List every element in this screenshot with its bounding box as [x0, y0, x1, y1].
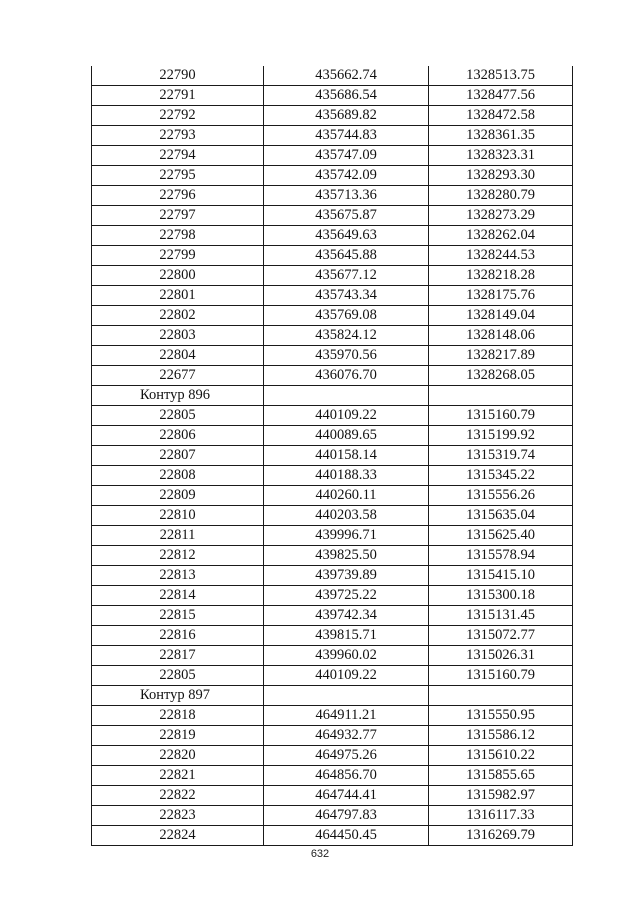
x-coordinate-cell: 435824.12: [264, 326, 429, 346]
contour-label: Контур 896: [92, 386, 264, 406]
point-id-cell: 22793: [92, 126, 264, 146]
x-coordinate-cell: 440188.33: [264, 466, 429, 486]
table-row: [92, 506, 573, 526]
x-coordinate-cell: 439739.89: [264, 566, 429, 586]
x-coordinate-cell: 464856.70: [264, 766, 429, 786]
y-coordinate-cell: 1328268.05: [429, 366, 573, 386]
x-coordinate-cell: 436076.70: [264, 366, 429, 386]
point-id-cell: 22797: [92, 206, 264, 226]
x-coordinate-cell: 464797.83: [264, 806, 429, 826]
y-coordinate-cell: 1328280.79: [429, 186, 573, 206]
y-coordinate-cell: 1328472.58: [429, 106, 573, 126]
point-id-cell: 22809: [92, 486, 264, 506]
x-coordinate-cell: 435686.54: [264, 86, 429, 106]
y-coordinate-cell: 1328244.53: [429, 246, 573, 266]
y-coordinate-cell: 1316117.33: [429, 806, 573, 826]
y-coordinate-cell: 1316269.79: [429, 826, 573, 846]
y-coordinate-cell: 1315586.12: [429, 726, 573, 746]
x-coordinate-cell: 439996.71: [264, 526, 429, 546]
point-id-cell: 22791: [92, 86, 264, 106]
y-coordinate-cell: 1328175.76: [429, 286, 573, 306]
x-coordinate-cell: 440260.11: [264, 486, 429, 506]
x-coordinate-cell: 435649.63: [264, 226, 429, 246]
table-row: [92, 706, 573, 726]
table-row: [92, 206, 573, 226]
table-row: [92, 786, 573, 806]
y-coordinate-cell: 1315855.65: [429, 766, 573, 786]
page-number: 632: [310, 848, 330, 860]
empty-cell: [429, 386, 573, 406]
table-row: [92, 746, 573, 766]
y-coordinate-cell: 1315072.77: [429, 626, 573, 646]
point-id-cell: 22790: [92, 66, 264, 86]
table-row: [92, 606, 573, 626]
x-coordinate-cell: 440109.22: [264, 666, 429, 686]
table-row: [92, 66, 573, 86]
x-coordinate-cell: 435677.12: [264, 266, 429, 286]
contour-label: Контур 897: [92, 686, 264, 706]
point-id-cell: 22796: [92, 186, 264, 206]
point-id-cell: 22814: [92, 586, 264, 606]
point-id-cell: 22824: [92, 826, 264, 846]
y-coordinate-cell: 1328218.28: [429, 266, 573, 286]
table-row: [92, 106, 573, 126]
y-coordinate-cell: 1328323.31: [429, 146, 573, 166]
table-row: [92, 306, 573, 326]
point-id-cell: 22804: [92, 346, 264, 366]
table-row: [92, 646, 573, 666]
table-row: [92, 126, 573, 146]
x-coordinate-cell: 439825.50: [264, 546, 429, 566]
y-coordinate-cell: 1315199.92: [429, 426, 573, 446]
point-id-cell: 22799: [92, 246, 264, 266]
table-row: [92, 426, 573, 446]
x-coordinate-cell: 439725.22: [264, 586, 429, 606]
x-coordinate-cell: 435662.74: [264, 66, 429, 86]
y-coordinate-cell: 1328361.35: [429, 126, 573, 146]
table-row: [92, 166, 573, 186]
x-coordinate-cell: 440089.65: [264, 426, 429, 446]
x-coordinate-cell: 440203.58: [264, 506, 429, 526]
y-coordinate-cell: 1315610.22: [429, 746, 573, 766]
table-row: [92, 86, 573, 106]
x-coordinate-cell: 435747.09: [264, 146, 429, 166]
x-coordinate-cell: 439960.02: [264, 646, 429, 666]
x-coordinate-cell: 435769.08: [264, 306, 429, 326]
y-coordinate-cell: 1315300.18: [429, 586, 573, 606]
table-row: [92, 286, 573, 306]
point-id-cell: 22802: [92, 306, 264, 326]
y-coordinate-cell: 1315415.10: [429, 566, 573, 586]
x-coordinate-cell: 435689.82: [264, 106, 429, 126]
contour-header-row: [92, 686, 573, 706]
table-row: [92, 586, 573, 606]
point-id-cell: 22806: [92, 426, 264, 446]
table-row: [92, 766, 573, 786]
point-id-cell: 22813: [92, 566, 264, 586]
empty-cell: [264, 686, 429, 706]
y-coordinate-cell: 1328477.56: [429, 86, 573, 106]
table-row: [92, 526, 573, 546]
x-coordinate-cell: 435742.09: [264, 166, 429, 186]
y-coordinate-cell: 1328513.75: [429, 66, 573, 86]
coordinates-table-body: [92, 66, 573, 846]
point-id-cell: 22811: [92, 526, 264, 546]
y-coordinate-cell: 1328262.04: [429, 226, 573, 246]
x-coordinate-cell: 435744.83: [264, 126, 429, 146]
point-id-cell: 22822: [92, 786, 264, 806]
coordinates-table: [91, 66, 573, 846]
empty-cell: [264, 386, 429, 406]
point-id-cell: 22792: [92, 106, 264, 126]
table-row: [92, 186, 573, 206]
y-coordinate-cell: 1315160.79: [429, 666, 573, 686]
table-row: [92, 446, 573, 466]
y-coordinate-cell: 1315625.40: [429, 526, 573, 546]
table-row: [92, 226, 573, 246]
table-row: [92, 146, 573, 166]
point-id-cell: 22677: [92, 366, 264, 386]
point-id-cell: 22820: [92, 746, 264, 766]
point-id-cell: 22803: [92, 326, 264, 346]
y-coordinate-cell: 1315550.95: [429, 706, 573, 726]
point-id-cell: 22816: [92, 626, 264, 646]
x-coordinate-cell: 440109.22: [264, 406, 429, 426]
point-id-cell: 22801: [92, 286, 264, 306]
point-id-cell: 22818: [92, 706, 264, 726]
empty-cell: [429, 686, 573, 706]
x-coordinate-cell: 440158.14: [264, 446, 429, 466]
y-coordinate-cell: 1315131.45: [429, 606, 573, 626]
y-coordinate-cell: 1328148.06: [429, 326, 573, 346]
table-row: [92, 486, 573, 506]
x-coordinate-cell: 464911.21: [264, 706, 429, 726]
y-coordinate-cell: 1328217.89: [429, 346, 573, 366]
x-coordinate-cell: 435970.56: [264, 346, 429, 366]
point-id-cell: 22823: [92, 806, 264, 826]
point-id-cell: 22805: [92, 406, 264, 426]
x-coordinate-cell: 435645.88: [264, 246, 429, 266]
y-coordinate-cell: 1328273.29: [429, 206, 573, 226]
point-id-cell: 22815: [92, 606, 264, 626]
table-row: [92, 406, 573, 426]
x-coordinate-cell: 435713.36: [264, 186, 429, 206]
table-row: [92, 666, 573, 686]
point-id-cell: 22805: [92, 666, 264, 686]
point-id-cell: 22819: [92, 726, 264, 746]
x-coordinate-cell: 464975.26: [264, 746, 429, 766]
y-coordinate-cell: 1315026.31: [429, 646, 573, 666]
x-coordinate-cell: 464932.77: [264, 726, 429, 746]
table-row: [92, 326, 573, 346]
point-id-cell: 22810: [92, 506, 264, 526]
point-id-cell: 22821: [92, 766, 264, 786]
x-coordinate-cell: 464450.45: [264, 826, 429, 846]
table-row: [92, 466, 573, 486]
y-coordinate-cell: 1315982.97: [429, 786, 573, 806]
point-id-cell: 22798: [92, 226, 264, 246]
y-coordinate-cell: 1315635.04: [429, 506, 573, 526]
point-id-cell: 22795: [92, 166, 264, 186]
y-coordinate-cell: 1328293.30: [429, 166, 573, 186]
x-coordinate-cell: 439815.71: [264, 626, 429, 646]
x-coordinate-cell: 435743.34: [264, 286, 429, 306]
point-id-cell: 22812: [92, 546, 264, 566]
y-coordinate-cell: 1315160.79: [429, 406, 573, 426]
x-coordinate-cell: 439742.34: [264, 606, 429, 626]
point-id-cell: 22817: [92, 646, 264, 666]
table-row: [92, 566, 573, 586]
y-coordinate-cell: 1315578.94: [429, 546, 573, 566]
table-row: [92, 346, 573, 366]
y-coordinate-cell: 1315556.26: [429, 486, 573, 506]
table-row: [92, 626, 573, 646]
table-row: [92, 546, 573, 566]
x-coordinate-cell: 435675.87: [264, 206, 429, 226]
point-id-cell: 22794: [92, 146, 264, 166]
point-id-cell: 22800: [92, 266, 264, 286]
x-coordinate-cell: 464744.41: [264, 786, 429, 806]
y-coordinate-cell: 1328149.04: [429, 306, 573, 326]
point-id-cell: 22808: [92, 466, 264, 486]
y-coordinate-cell: 1315319.74: [429, 446, 573, 466]
table-row: [92, 806, 573, 826]
table-row: [92, 246, 573, 266]
point-id-cell: 22807: [92, 446, 264, 466]
table-row: [92, 266, 573, 286]
y-coordinate-cell: 1315345.22: [429, 466, 573, 486]
table-row: [92, 726, 573, 746]
contour-header-row: [92, 386, 573, 406]
table-row: [92, 826, 573, 846]
table-row: [92, 366, 573, 386]
